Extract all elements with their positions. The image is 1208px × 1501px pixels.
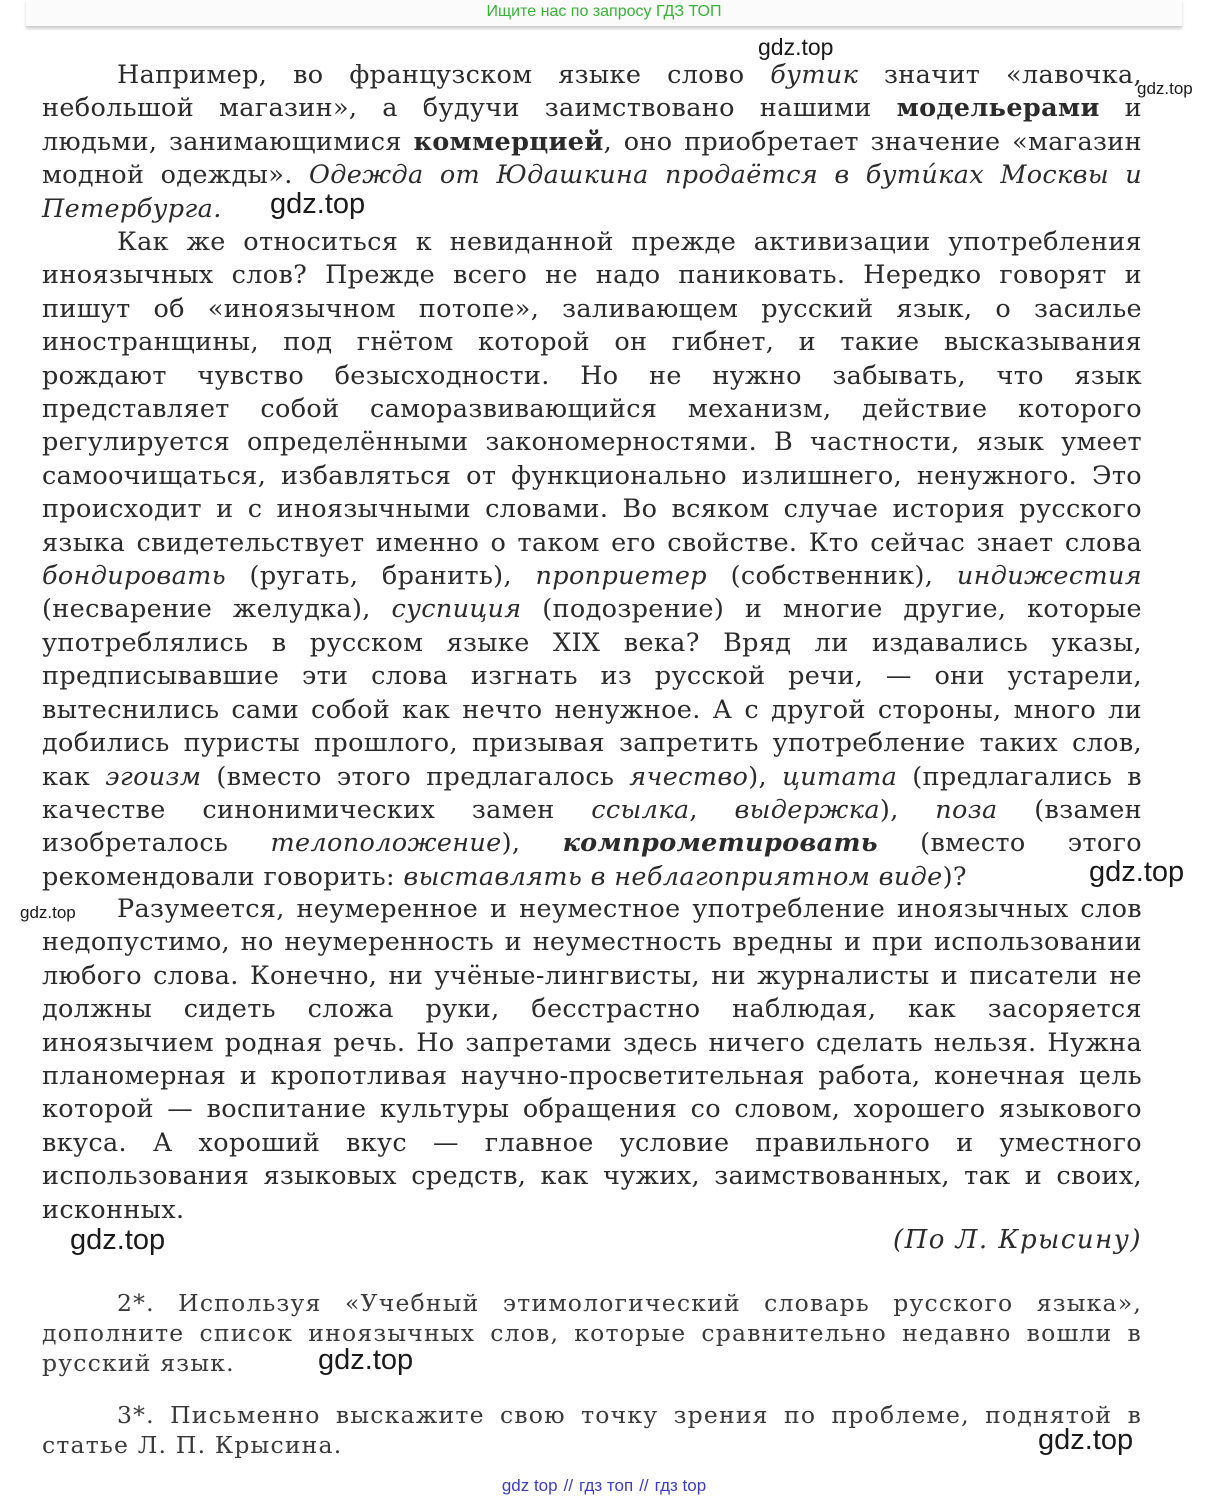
text-run: (вместо этого рекомендовали говорить: — [42, 828, 1142, 892]
text-run: Разумеется, неумеренное и неуместное употребление иноязычных слов недопустимо, но неумеренность и неуместность вредны и при использовании любого слова. Конечно, ни учёные-лингвисты, ни журналисты и писатели не должны сидеть сложа руки, бесстрастно наблюдая, как засоряется иноязычием родная речь. Но запретами здесь ничего сделать нельзя. Нужна планомерная и кропотливая научно-просветительная работа, конечная цель которой — воспитание культуры обращения со словом, хорошего языкового вкуса. А хороший вкус — главное условие правильного и уместного использования языковых средств, как чужих, заимствованных, так и своих, исконных. — [42, 894, 1142, 1225]
text-run: значит «лавочка, небольшой магазин», а будучи заимствовано нашими — [42, 60, 1143, 124]
text-run: и людьми, занимающимися — [42, 93, 1142, 157]
footer-separator: // — [639, 1476, 649, 1495]
emphasized-term: выдержка — [734, 794, 880, 825]
watermark: gdz.top — [1038, 1424, 1134, 1456]
paragraph-foreign-words — [42, 226, 1142, 894]
text-run: (вместо этого предлагалось — [201, 761, 630, 792]
text-run: )? — [942, 861, 967, 892]
emphasized-term: Одежда от Юдашкина продаётся в бути́ках Москвы и Петербурга. — [42, 160, 1142, 224]
text-run: , — [689, 794, 735, 825]
watermark: gdz.top — [758, 34, 834, 60]
watermark: gdz.top — [1089, 856, 1185, 888]
footer-links — [0, 1476, 1208, 1496]
watermark: gdz.top — [1137, 79, 1193, 98]
text-run: Например, во французском языке слово — [117, 60, 771, 90]
emphasized-term: проприетер — [535, 561, 707, 592]
emphasized-term: цитата — [782, 761, 898, 792]
emphasized-term: бутик — [770, 60, 859, 90]
text-run: ), — [879, 794, 936, 825]
watermark: gdz.top — [318, 1344, 414, 1376]
emphasized-term: бондировать — [42, 561, 226, 592]
search-hint-banner — [26, 0, 1182, 27]
text-run: (ругать, бранить), — [225, 561, 536, 592]
text-run: (взамен изобреталось — [42, 794, 1142, 859]
text-run: Как же относиться к невиданной прежде активизации употребления иноязычных слов? Прежде всего не надо паниковать. Нередко говорят и пишут об «иноязычном потопе», заливающем русский язык, о засилье иностранщины, под гнётом которой он гибнет, и такие высказывания рождают чувство безысходности. Но не нужно забывать, что язык представляет собой саморазвивающийся механизм, действие которого регулируется определёнными закономерностями. В частности, язык умеет самоочищаться, избавляться от функционально излишнего, ненужного. Это происходит и с иноязычными словами. Во всяком случае история русского языка свидетельствует именно о таком его свойстве. Кто сейчас знает слова — [42, 227, 1142, 558]
text-run: ), — [501, 828, 563, 859]
footer-link[interactable]: гдз топ — [579, 1476, 634, 1495]
paragraph-conclusion — [42, 893, 1142, 1227]
source-attribution: (По Л. Крысину) — [892, 1225, 1142, 1255]
emphasized-term: коммерцией — [413, 126, 604, 157]
paragraph-boutique — [42, 59, 1142, 226]
footer-link[interactable]: gdz top — [501, 1476, 558, 1495]
search-hint-text: Ищите нас по запросу ГДЗ ТОП — [486, 3, 722, 20]
footer-separator: // — [563, 1476, 574, 1495]
emphasized-term: выставлять в неблагоприятном виде — [403, 861, 943, 892]
emphasized-term: ссылка — [591, 794, 690, 825]
text-run: (собственник), — [707, 561, 957, 592]
task-2: 2*. Используя «Учебный этимологический словарь русского языка», дополните список иноязычных слов, которые сравнительно недавно вошли в русский язык. — [42, 1289, 1142, 1377]
emphasized-term: компрометировать — [562, 828, 878, 859]
emphasized-term: поза — [935, 794, 998, 825]
text-run: (несварение желудка), — [42, 594, 392, 625]
task-3: 3*. Письменно выскажите свою точку зрения по проблеме, поднятой в статье Л. П. Крысина. — [42, 1401, 1142, 1459]
watermark: gdz.top — [20, 903, 76, 922]
text-run: (предлагались в качестве синонимических замен — [42, 761, 1142, 825]
emphasized-term: эгоизм — [105, 761, 202, 792]
text-run: (подозрение) и многие другие, которые употреблялись в русском языке XIX века? Вряд ли издавались указы, предписывавшие эти слова изгнать из русской речи, — они устарели, вытеснились сами собой как нечто ненужное. А с другой стороны, много ли добились пуристы прошлого, призывая запретить употребление таких слов, как — [42, 594, 1142, 792]
footer-link[interactable]: гдз top — [654, 1476, 707, 1495]
watermark: gdz.top — [270, 188, 366, 220]
watermark: gdz.top — [70, 1224, 166, 1256]
text-run: , оно приобретает значение «магазин модной одежды». — [42, 126, 1142, 191]
emphasized-term: ячество — [629, 761, 749, 792]
emphasized-term: телоположение — [270, 828, 502, 859]
text-run: ), — [748, 761, 783, 792]
emphasized-term: модельерами — [896, 93, 1100, 124]
emphasized-term: суспиция — [391, 594, 522, 625]
emphasized-term: индижестия — [956, 561, 1142, 592]
